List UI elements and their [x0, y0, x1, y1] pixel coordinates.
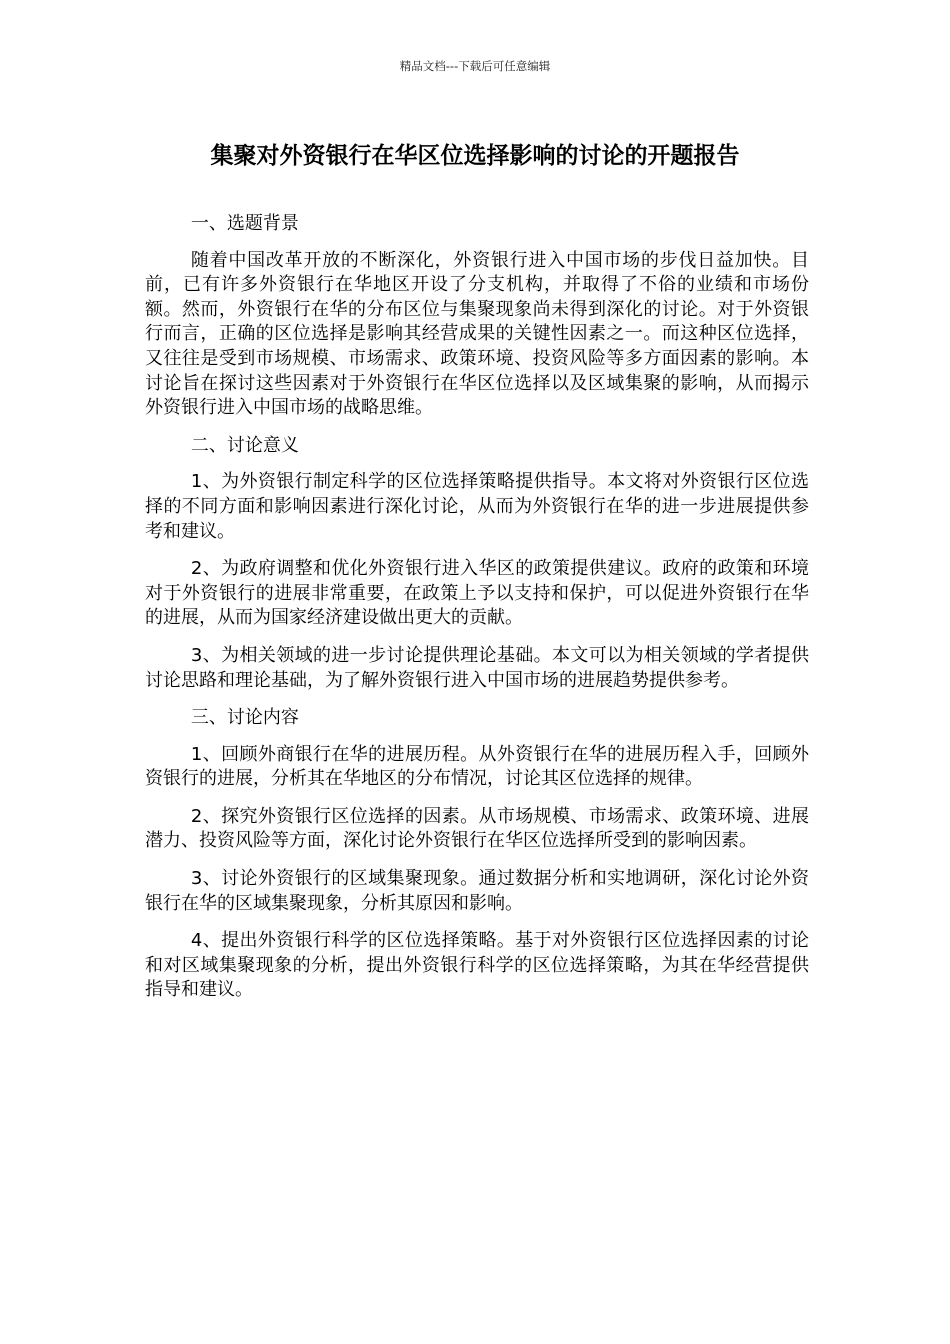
document-title: 集聚对外资银行在华区位选择影响的讨论的开题报告 — [210, 143, 740, 169]
paragraph-significance-3: 3、为相关领域的进一步讨论提供理论基础。本文可以为相关领域的学者提供讨论思路和理论基础，为了解外资银行进入中国市场的进展趋势提供参考。 — [145, 644, 809, 691]
page-header-note: 精品文档---下载后可任意编辑 — [399, 59, 551, 73]
section-heading-content: 三、讨论内容 — [190, 707, 299, 729]
section-heading-background: 一、选题背景 — [190, 213, 299, 234]
paragraph-content-2: 2、探究外资银行区位选择的因素。从市场规模、市场需求、政策环境、进展潜力、投资风险等方面，深化讨论外资银行在华区位选择所受到的影响因素。 — [145, 805, 809, 852]
document-body — [145, 212, 809, 1016]
paragraph-significance-2: 2、为政府调整和优化外资银行进入华区的政策提供建议。政府的政策和环境对于外资银行的进展非常重要，在政策上予以支持和保护，可以促进外资银行在华的进展，从而为国家经济建设做出更大的贡献。 — [145, 558, 809, 629]
paragraph-content-1: 1、回顾外商银行在华的进展历程。从外资银行在华的进展历程入手，回顾外资银行的进展，分析其在华地区的分布情况，讨论其区位选择的规律。 — [145, 743, 809, 790]
paragraph-content-3: 3、讨论外资银行的区域集聚现象。通过数据分析和实地调研，深化讨论外资银行在华的区域集聚现象，分析其原因和影响。 — [145, 868, 809, 914]
paragraph-background: 随着中国改革开放的不断深化，外资银行进入中国市场的步伐日益加快。目前，已有许多外资银行在华地区开设了分支机构，并取得了不俗的业绩和市场份额。然而，外资银行在华的分布区位与集聚现象尚未得到深化的讨论。对于外资银行而言，正确的区位选择是影响其经营成果的关键性因素之一。而这种区位选择，又往往是受到市场规模、市场需求、政策环境、投资风险等多方面因素的影响。本讨论旨在探讨这些因素对于外资银行在华区位选择以及区域集聚的影响，从而揭示外资银行进入中国市场的战略思维。 — [145, 249, 809, 419]
section-heading-significance: 二、讨论意义 — [190, 434, 299, 456]
paragraph-content-4: 4、提出外资银行科学的区位选择策略。基于对外资银行区位选择因素的讨论和对区域集聚现象的分析，提出外资银行科学的区位选择策略，为其在华经营提供指导和建议。 — [145, 930, 809, 1001]
paragraph-significance-1: 1、为外资银行制定科学的区位选择策略提供指导。本文将对外资银行区位选择的不同方面和影响因素进行深化讨论，从而为外资银行在华的进一步进展提供参考和建议。 — [145, 471, 809, 542]
